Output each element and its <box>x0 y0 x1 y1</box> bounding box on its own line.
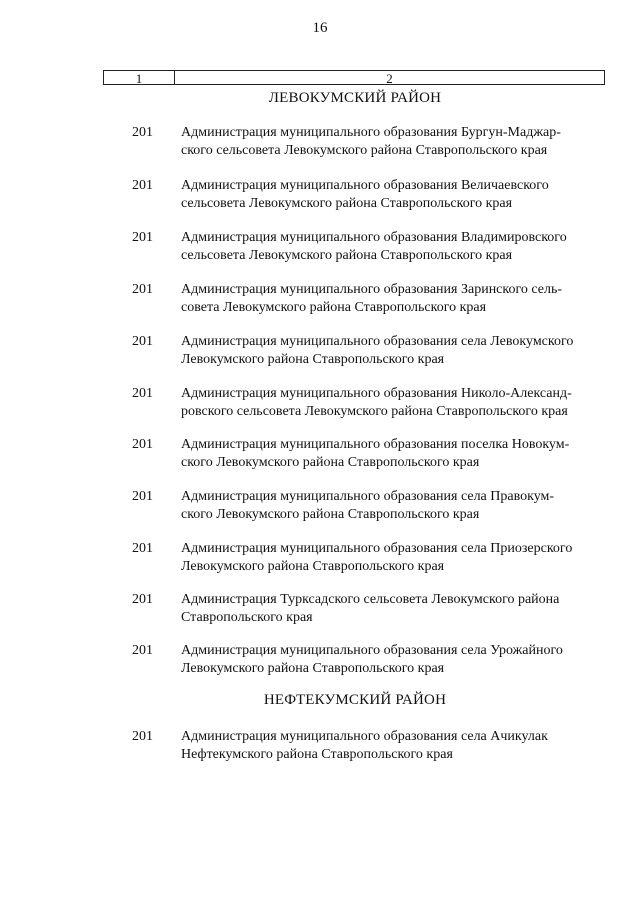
entry-code: 201 <box>132 334 153 349</box>
entry-line: ского сельсовета Левокумского района Ставропольского края <box>181 143 548 158</box>
entry-line: Администрация муниципального образования поселка Новокум- <box>181 437 570 452</box>
entry-line: Левокумского района Ставропольского края <box>181 661 445 676</box>
entry-code: 201 <box>132 541 153 556</box>
entry-line: Нефтекумского района Ставропольского края <box>181 747 453 762</box>
entry-line: ровского сельсовета Левокумского района Ставропольского края <box>181 404 568 419</box>
entry-line: Левокумского района Ставропольского края <box>181 559 445 574</box>
entry-code: 201 <box>132 437 153 452</box>
entry-line: Администрация муниципального образования Бургун-Маджар- <box>181 125 561 140</box>
entry-line: Ставропольского края <box>181 610 313 625</box>
entry-line: Администрация Турксадского сельсовета Левокумского района <box>181 592 560 607</box>
entry-text <box>181 229 606 265</box>
entry-text <box>181 728 606 764</box>
entry-text <box>181 540 606 576</box>
entry-line: Администрация муниципального образования Заринского сель- <box>181 282 563 297</box>
entry-code: 201 <box>132 178 153 193</box>
table-header-row <box>103 70 605 85</box>
entry-line: сельсовета Левокумского района Ставропольского края <box>181 196 513 211</box>
entry-line: Администрация муниципального образования Владимировского <box>181 230 567 245</box>
entry-line: ского Левокумского района Ставропольского края <box>181 455 480 470</box>
entry-line: сельсовета Левокумского района Ставропольского края <box>181 248 513 263</box>
entry-text <box>181 436 606 472</box>
entry-line: Администрация муниципального образования Величаевского <box>181 178 549 193</box>
entry-line: ского Левокумского района Ставропольского края <box>181 507 480 522</box>
entry-code: 201 <box>132 489 153 504</box>
entry-code: 201 <box>132 729 153 744</box>
entry-code: 201 <box>132 125 153 140</box>
section-heading-levokumsky: ЛЕВОКУМСКИЙ РАЙОН <box>268 90 442 106</box>
entry-text <box>181 177 606 213</box>
entry-line: Администрация муниципального образования села Приозерского <box>181 541 573 556</box>
entry-text <box>181 591 606 627</box>
entry-code: 201 <box>132 282 153 297</box>
entry-line: Администрация муниципального образования села Урожайного <box>181 643 563 658</box>
entry-line: Левокумского района Ставропольского края <box>181 352 445 367</box>
entry-code: 201 <box>132 230 153 245</box>
entry-text <box>181 488 606 524</box>
entry-code: 201 <box>132 386 153 401</box>
column-1-header: 1 <box>104 71 175 84</box>
entry-text <box>181 281 606 317</box>
entry-code: 201 <box>132 643 153 658</box>
entry-text <box>181 385 606 421</box>
entry-line: Администрация муниципального образования Николо-Александ- <box>181 386 572 401</box>
section-heading-neftekumsky: НЕФТЕКУМСКИЙ РАЙОН <box>263 692 447 708</box>
entry-text <box>181 333 606 369</box>
entry-line: Администрация муниципального образования села Левокумского <box>181 334 574 349</box>
entry-line: Администрация муниципального образования села Правокум- <box>181 489 555 504</box>
entry-text <box>181 124 606 160</box>
column-2-header: 2 <box>386 71 393 86</box>
entry-line: совета Левокумского района Ставропольского края <box>181 300 487 315</box>
page-number: 16 <box>312 20 328 36</box>
entry-code: 201 <box>132 592 153 607</box>
entry-text <box>181 642 606 678</box>
entry-line: Администрация муниципального образования села Ачикулак <box>181 729 548 744</box>
